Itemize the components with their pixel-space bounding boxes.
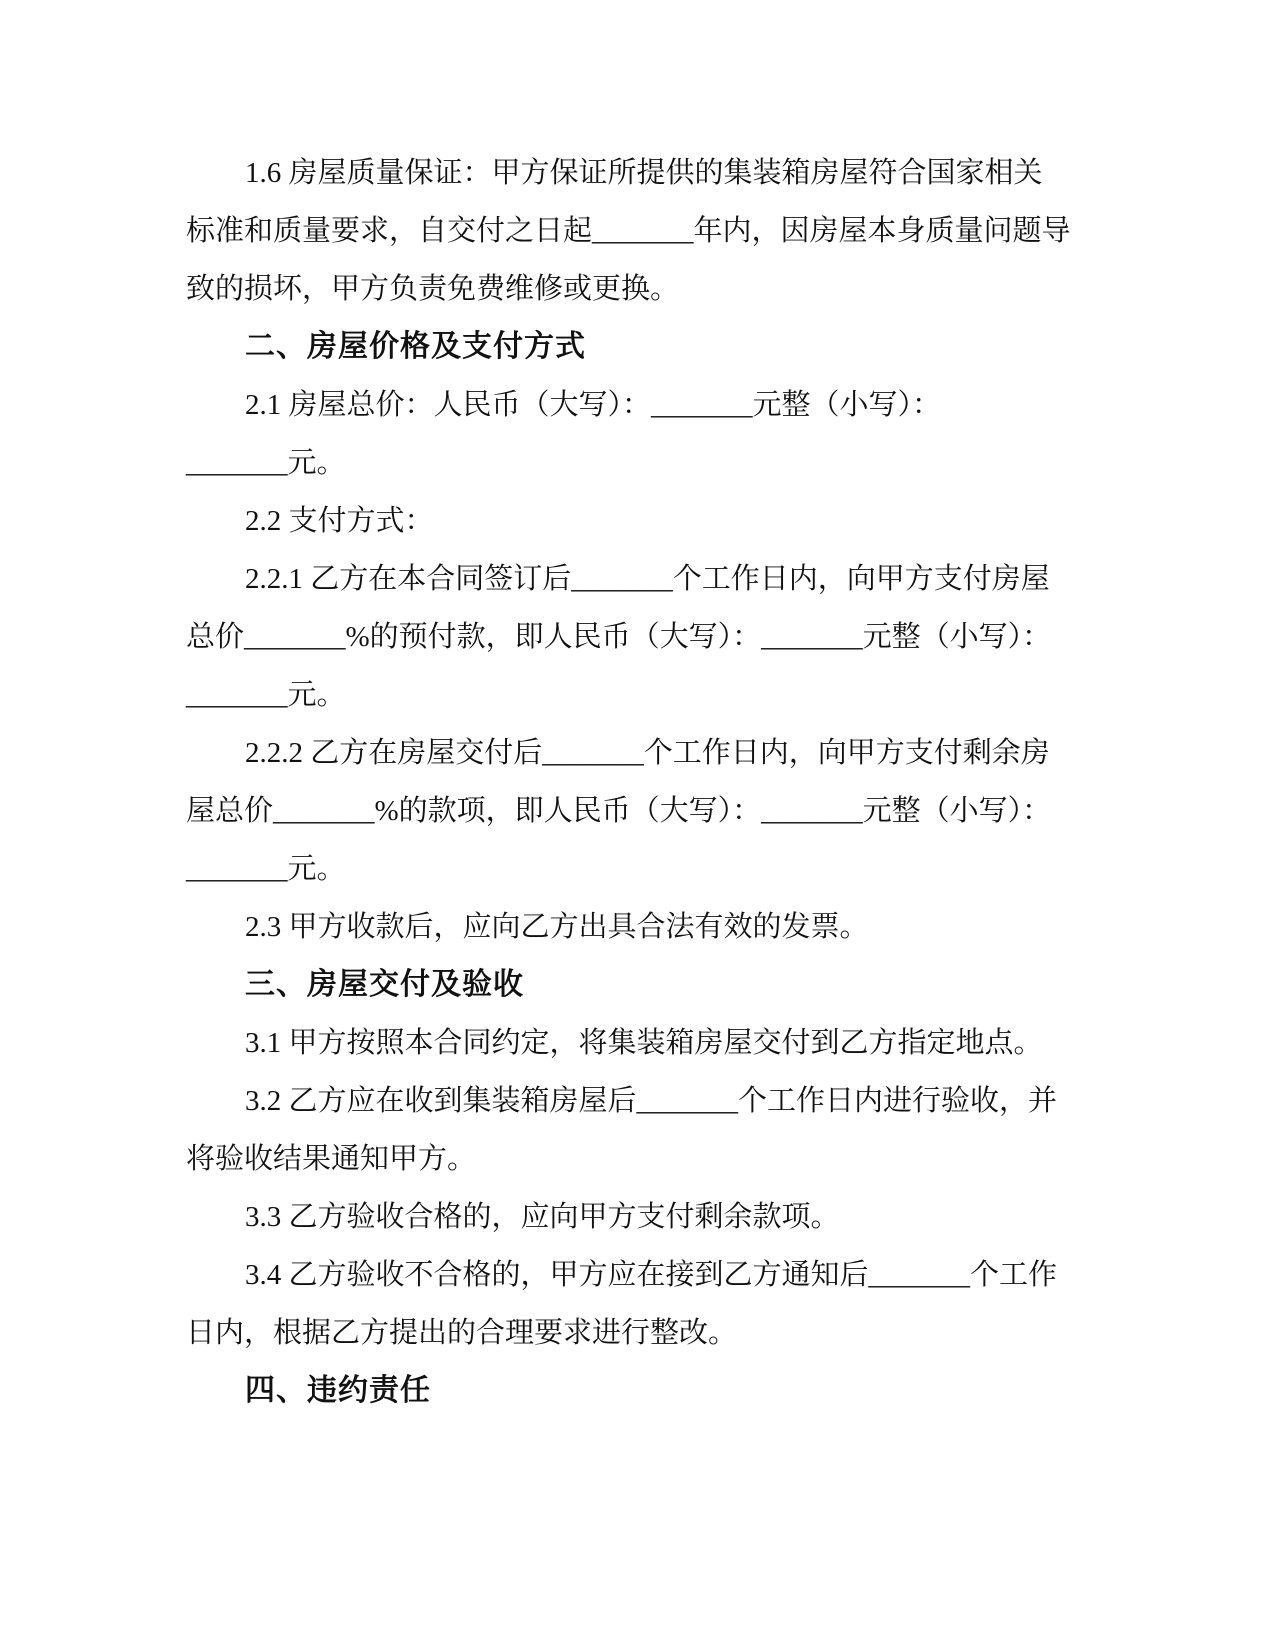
document-line: 3.4 乙方验收不合格的，甲方应在接到乙方通知后_______个工作	[245, 1259, 1058, 1291]
document-line: 3.1 甲方按照本合同约定，将集装箱房屋交付到乙方指定地点。	[245, 1027, 1043, 1059]
document-line: 3.3 乙方验收合格的，应向甲方支付剩余款项。	[245, 1201, 840, 1233]
document-line: 屋总价_______%的款项，即人民币（大写）：_______元整（小写）：	[186, 795, 1052, 827]
document-line: _______元。	[186, 679, 346, 711]
document-line: 2.2.2 乙方在房屋交付后_______个工作日内，向甲方支付剩余房	[245, 737, 1050, 769]
document-line: _______元。	[186, 853, 346, 885]
document-body	[186, 144, 1076, 1420]
document-line: 标准和质量要求，自交付之日起_______年内，因房屋本身质量问题导	[186, 215, 1071, 247]
section-heading: 二、房屋价格及支付方式	[245, 330, 586, 363]
document-line: 总价_______%的预付款，即人民币（大写）：_______元整（小写）：	[186, 621, 1052, 653]
document-line: 2.1 房屋总价：人民币（大写）：_______元整（小写）：	[245, 389, 942, 421]
section-heading: 四、违约责任	[245, 1374, 431, 1407]
document-line: _______元。	[186, 447, 346, 479]
document-line: 3.2 乙方应在收到集装箱房屋后_______个工作日内进行验收，并	[245, 1085, 1058, 1117]
document-line: 日内，根据乙方提出的合理要求进行整改。	[186, 1317, 738, 1349]
document-line: 2.2 支付方式：	[245, 505, 434, 537]
document-line: 2.3 甲方收款后，应向乙方出具合法有效的发票。	[245, 911, 869, 943]
section-heading: 三、房屋交付及验收	[245, 968, 524, 1001]
document-line: 致的损坏，甲方负责免费维修或更换。	[186, 273, 680, 305]
document-line: 2.2.1 乙方在本合同签订后_______个工作日内，向甲方支付房屋	[245, 563, 1050, 595]
document-line: 1.6 房屋质量保证：甲方保证所提供的集装箱房屋符合国家相关	[245, 157, 1043, 189]
document-line: 将验收结果通知甲方。	[186, 1143, 477, 1175]
